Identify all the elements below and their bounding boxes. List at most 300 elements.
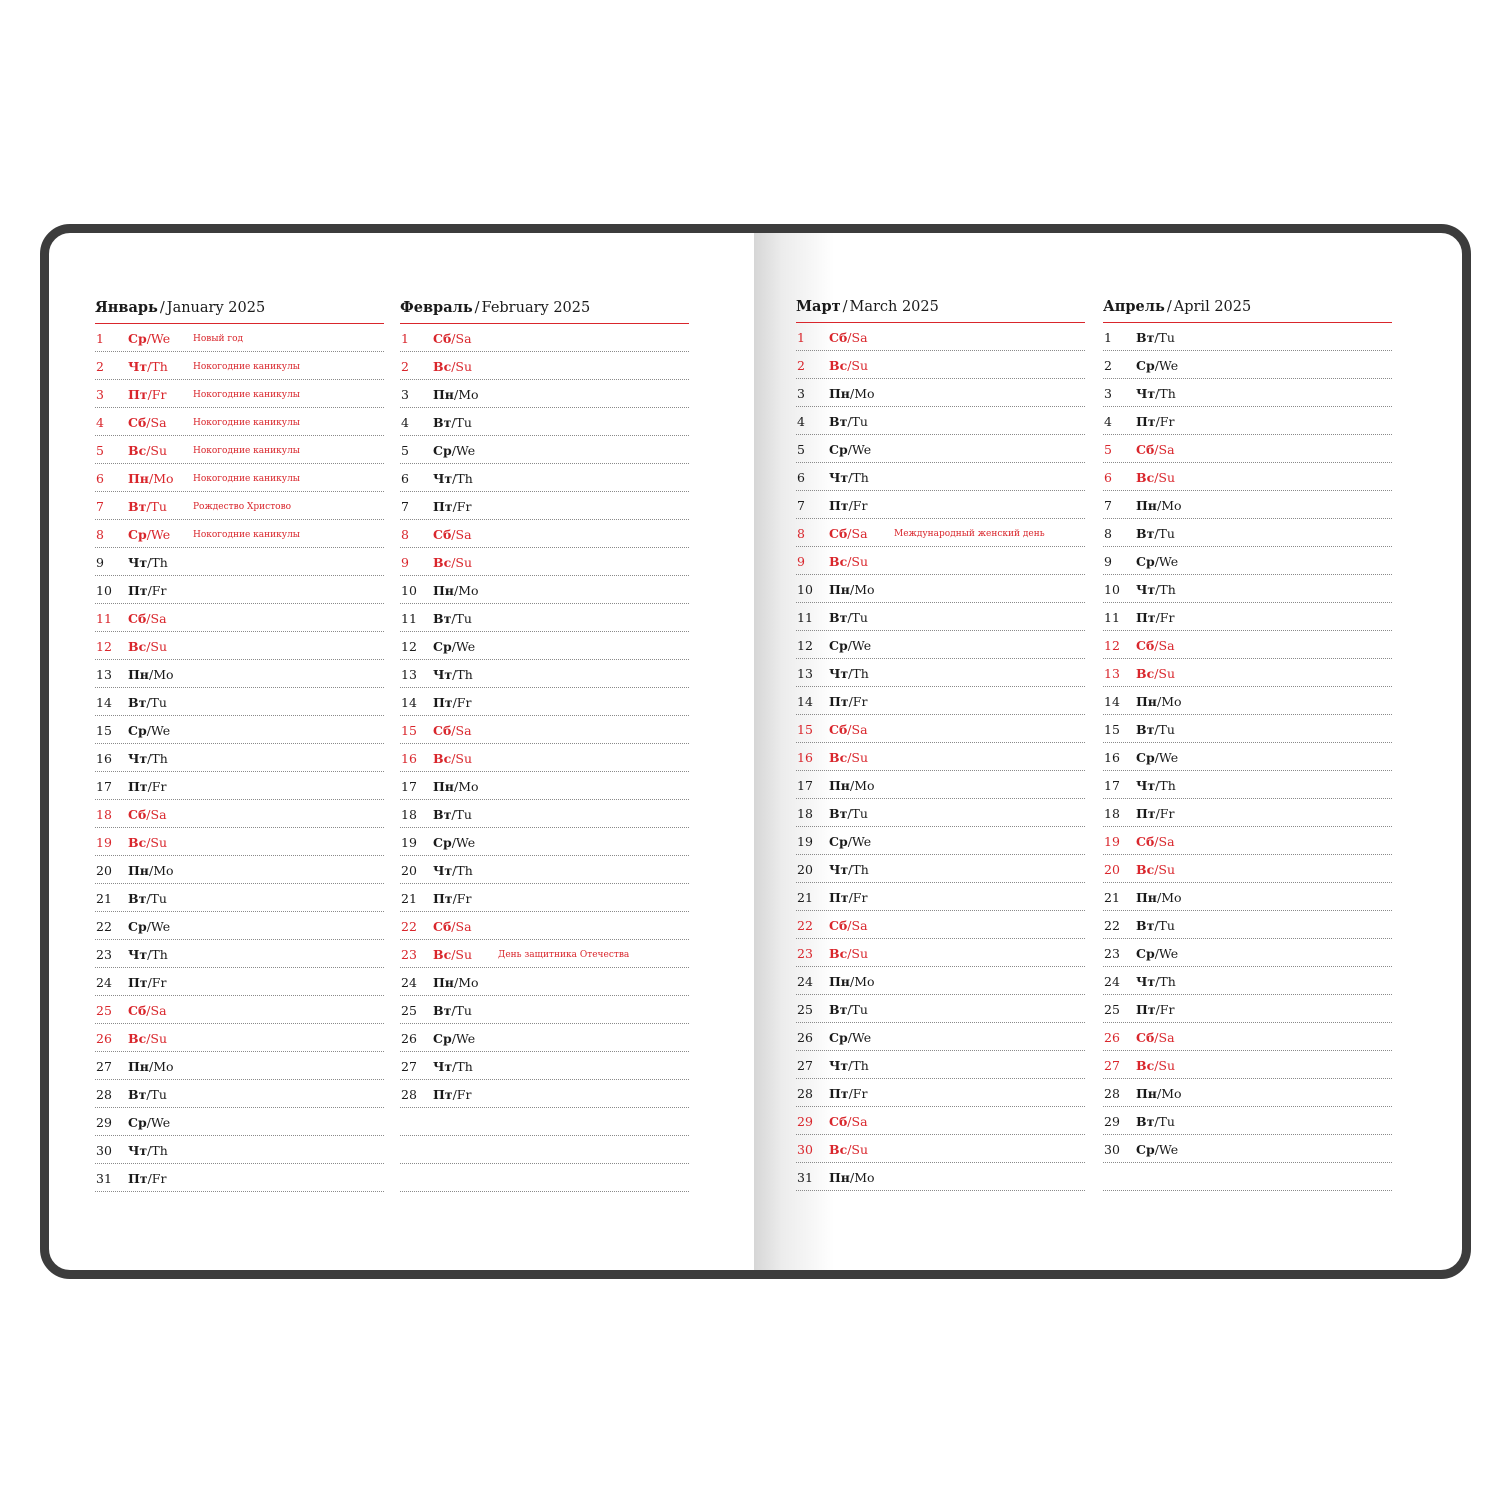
weekday-ru: Ср bbox=[128, 527, 147, 542]
day-number: 14 bbox=[797, 694, 813, 709]
day-number: 8 bbox=[797, 526, 805, 541]
weekday bbox=[128, 1108, 170, 1138]
weekday-ru: Чт bbox=[1136, 582, 1156, 597]
day-number: 30 bbox=[797, 1142, 813, 1157]
weekday-ru: Вс bbox=[128, 1031, 147, 1046]
weekday-separator: / bbox=[849, 974, 855, 989]
weekday-en: Sa bbox=[1158, 442, 1175, 457]
weekday-separator: / bbox=[451, 723, 456, 738]
day-number: 25 bbox=[96, 1003, 112, 1018]
weekday-en: Th bbox=[1159, 974, 1176, 989]
weekday-en: Su bbox=[851, 750, 869, 765]
weekday-en: We bbox=[455, 1031, 476, 1046]
weekday-ru: Чт bbox=[829, 862, 849, 877]
day-row bbox=[95, 1136, 384, 1164]
weekday bbox=[829, 491, 867, 521]
weekday-en: Sa bbox=[851, 526, 868, 541]
weekday-en: Tu bbox=[1158, 330, 1175, 345]
weekday-separator: / bbox=[148, 667, 154, 682]
day-number: 17 bbox=[96, 779, 112, 794]
weekday-ru: Чт bbox=[433, 667, 453, 682]
weekday-en: Mo bbox=[1161, 498, 1182, 513]
weekday-ru: Вт bbox=[829, 806, 848, 821]
weekday-en: We bbox=[851, 442, 872, 457]
day-row bbox=[400, 856, 689, 884]
day-number: 27 bbox=[797, 1058, 813, 1073]
day-number: 12 bbox=[401, 639, 417, 654]
day-row bbox=[95, 464, 384, 492]
day-number: 7 bbox=[401, 499, 409, 514]
day-number: 4 bbox=[797, 414, 805, 429]
weekday-ru: Чт bbox=[1136, 386, 1156, 401]
weekday bbox=[1136, 659, 1175, 689]
weekday bbox=[1136, 883, 1182, 913]
weekday-ru: Сб bbox=[433, 919, 452, 934]
day-row bbox=[95, 520, 384, 548]
weekday-en: Su bbox=[851, 358, 869, 373]
weekday-separator: / bbox=[147, 975, 152, 990]
weekday-en: Su bbox=[851, 1142, 869, 1157]
weekday-ru: Пн bbox=[829, 1170, 850, 1185]
weekday bbox=[128, 380, 166, 410]
day-number: 8 bbox=[1104, 526, 1112, 541]
day-row bbox=[95, 1108, 384, 1136]
weekday-en: Su bbox=[1158, 1058, 1176, 1073]
weekday-en: Mo bbox=[153, 863, 174, 878]
day-number: 12 bbox=[96, 639, 112, 654]
day-row bbox=[1103, 519, 1392, 547]
weekday-en: We bbox=[851, 638, 872, 653]
day-row bbox=[796, 379, 1085, 407]
weekday-en: Th bbox=[1159, 778, 1176, 793]
day-row bbox=[796, 911, 1085, 939]
weekday bbox=[829, 799, 868, 829]
weekday-ru: Вт bbox=[128, 499, 147, 514]
weekday-separator: / bbox=[1155, 386, 1160, 401]
day-number: 25 bbox=[401, 1003, 417, 1018]
day-number: 23 bbox=[1104, 946, 1120, 961]
weekday-separator: / bbox=[1154, 358, 1159, 373]
day-row bbox=[1103, 995, 1392, 1023]
day-number: 23 bbox=[797, 946, 813, 961]
weekday bbox=[128, 492, 167, 522]
weekday-en: Th bbox=[456, 471, 473, 486]
weekday-en: Mo bbox=[854, 778, 875, 793]
day-row bbox=[95, 436, 384, 464]
weekday-separator: / bbox=[847, 806, 852, 821]
weekday bbox=[1136, 715, 1175, 745]
weekday-en: Fr bbox=[1159, 610, 1175, 625]
day-number: 11 bbox=[96, 611, 112, 626]
empty-day-row bbox=[400, 1136, 689, 1164]
day-number: 16 bbox=[401, 751, 417, 766]
day-row bbox=[400, 800, 689, 828]
weekday-separator: / bbox=[452, 471, 457, 486]
day-row bbox=[796, 883, 1085, 911]
weekday-ru: Пт bbox=[433, 1087, 453, 1102]
weekday-ru: Пт bbox=[128, 779, 148, 794]
month-march bbox=[796, 298, 1085, 1191]
weekday bbox=[128, 968, 166, 998]
day-list bbox=[400, 324, 689, 1192]
weekday-ru: Вс bbox=[829, 554, 848, 569]
weekday-ru: Чт bbox=[829, 1058, 849, 1073]
day-number: 4 bbox=[1104, 414, 1112, 429]
weekday-en: Tu bbox=[455, 1003, 472, 1018]
weekday-en: We bbox=[1158, 946, 1179, 961]
weekday-separator: / bbox=[847, 722, 852, 737]
weekday-ru: Ср bbox=[829, 1030, 848, 1045]
weekday-separator: / bbox=[146, 331, 151, 346]
day-row bbox=[95, 576, 384, 604]
weekday-ru: Пн bbox=[128, 667, 149, 682]
weekday-ru: Ср bbox=[433, 639, 452, 654]
weekday-ru: Пт bbox=[433, 499, 453, 514]
weekday-ru: Пт bbox=[433, 695, 453, 710]
day-row bbox=[1103, 687, 1392, 715]
weekday-en: Sa bbox=[150, 415, 167, 430]
weekday-ru: Пт bbox=[1136, 1002, 1156, 1017]
day-row bbox=[95, 744, 384, 772]
weekday-ru: Пт bbox=[1136, 414, 1156, 429]
weekday-en: We bbox=[1158, 750, 1179, 765]
weekday-ru: Пн bbox=[433, 583, 454, 598]
weekday-ru: Вс bbox=[433, 751, 452, 766]
weekday-ru: Пт bbox=[829, 890, 849, 905]
weekday-separator: / bbox=[848, 666, 853, 681]
weekday bbox=[829, 939, 868, 969]
weekday-en: Th bbox=[151, 1143, 168, 1158]
weekday bbox=[433, 968, 479, 998]
day-row bbox=[95, 996, 384, 1024]
weekday-en: Th bbox=[852, 1058, 869, 1073]
day-number: 13 bbox=[1104, 666, 1120, 681]
weekday-ru: Вт bbox=[433, 415, 452, 430]
day-row bbox=[796, 435, 1085, 463]
weekday-ru: Вс bbox=[829, 1142, 848, 1157]
weekday bbox=[128, 464, 174, 494]
day-row bbox=[400, 1052, 689, 1080]
weekday-separator: / bbox=[847, 834, 852, 849]
weekday bbox=[433, 604, 472, 634]
weekday-en: Fr bbox=[456, 1087, 472, 1102]
weekday bbox=[1136, 351, 1178, 381]
weekday-en: Mo bbox=[153, 471, 174, 486]
day-number: 8 bbox=[96, 527, 104, 542]
weekday bbox=[433, 464, 473, 494]
weekday bbox=[1136, 379, 1176, 409]
weekday bbox=[128, 800, 167, 830]
day-number: 26 bbox=[797, 1030, 813, 1045]
day-row bbox=[1103, 1023, 1392, 1051]
weekday-ru: Пт bbox=[128, 583, 148, 598]
day-number: 28 bbox=[401, 1087, 417, 1102]
day-row bbox=[95, 492, 384, 520]
weekday-separator: / bbox=[1154, 442, 1159, 457]
weekday bbox=[1136, 631, 1175, 661]
day-row bbox=[1103, 1107, 1392, 1135]
weekday-ru: Сб bbox=[128, 807, 147, 822]
weekday-ru: Чт bbox=[1136, 974, 1156, 989]
weekday bbox=[128, 408, 167, 438]
day-row bbox=[95, 408, 384, 436]
weekday-en: Sa bbox=[455, 331, 472, 346]
weekday-ru: Чт bbox=[433, 1059, 453, 1074]
day-list bbox=[95, 324, 384, 1192]
day-number: 29 bbox=[1104, 1114, 1120, 1129]
weekday-separator: / bbox=[848, 1058, 853, 1073]
weekday bbox=[433, 856, 473, 886]
day-number: 14 bbox=[96, 695, 112, 710]
weekday bbox=[829, 743, 868, 773]
day-number: 1 bbox=[1104, 330, 1112, 345]
weekday-en: Fr bbox=[456, 695, 472, 710]
day-number: 16 bbox=[1104, 750, 1120, 765]
weekday-en: Tu bbox=[150, 891, 167, 906]
day-number: 18 bbox=[1104, 806, 1120, 821]
weekday bbox=[829, 463, 869, 493]
day-row bbox=[400, 828, 689, 856]
day-number: 14 bbox=[401, 695, 417, 710]
weekday-en: Su bbox=[150, 1031, 168, 1046]
weekday bbox=[128, 548, 168, 578]
weekday-ru: Вт bbox=[1136, 918, 1155, 933]
day-number: 30 bbox=[96, 1143, 112, 1158]
day-row bbox=[796, 407, 1085, 435]
day-row bbox=[1103, 1051, 1392, 1079]
weekday-separator: / bbox=[146, 415, 151, 430]
weekday bbox=[433, 800, 472, 830]
day-number: 2 bbox=[797, 358, 805, 373]
day-row bbox=[95, 1080, 384, 1108]
weekday bbox=[1136, 855, 1175, 885]
day-row bbox=[1103, 715, 1392, 743]
weekday-separator: / bbox=[451, 359, 456, 374]
weekday bbox=[433, 884, 471, 914]
weekday-separator: / bbox=[847, 750, 852, 765]
day-number: 22 bbox=[1104, 918, 1120, 933]
weekday-en: Sa bbox=[150, 807, 167, 822]
weekday-separator: / bbox=[451, 527, 456, 542]
day-number: 1 bbox=[797, 330, 805, 345]
weekday-ru: Пн bbox=[433, 387, 454, 402]
day-number: 2 bbox=[401, 359, 409, 374]
day-row bbox=[400, 436, 689, 464]
day-row bbox=[400, 548, 689, 576]
weekday-separator: / bbox=[146, 1087, 151, 1102]
weekday-en: We bbox=[455, 639, 476, 654]
weekday-separator: / bbox=[848, 694, 853, 709]
month-february bbox=[400, 299, 689, 1192]
weekday-separator: / bbox=[1155, 806, 1160, 821]
weekday-en: Mo bbox=[1161, 1086, 1182, 1101]
weekday-en: Sa bbox=[851, 330, 868, 345]
day-row bbox=[95, 352, 384, 380]
weekday-separator: / bbox=[848, 890, 853, 905]
weekday bbox=[1136, 1051, 1175, 1081]
weekday-separator: / bbox=[847, 1114, 852, 1129]
day-number: 19 bbox=[1104, 834, 1120, 849]
weekday bbox=[433, 940, 472, 970]
weekday-en: Fr bbox=[1159, 1002, 1175, 1017]
day-row bbox=[95, 856, 384, 884]
weekday-en: Tu bbox=[1158, 722, 1175, 737]
weekday-en: Mo bbox=[458, 779, 479, 794]
day-number: 27 bbox=[401, 1059, 417, 1074]
weekday-ru: Пн bbox=[128, 1059, 149, 1074]
weekday-en: Su bbox=[150, 443, 168, 458]
day-number: 23 bbox=[401, 947, 417, 962]
day-row bbox=[95, 884, 384, 912]
day-row bbox=[796, 603, 1085, 631]
day-row bbox=[95, 688, 384, 716]
weekday bbox=[1136, 547, 1178, 577]
weekday-ru: Пн bbox=[128, 471, 149, 486]
weekday bbox=[829, 1079, 867, 1109]
weekday bbox=[1136, 771, 1176, 801]
weekday-ru: Вс bbox=[829, 750, 848, 765]
day-number: 13 bbox=[797, 666, 813, 681]
weekday-ru: Вт bbox=[1136, 330, 1155, 345]
day-number: 9 bbox=[1104, 554, 1112, 569]
day-row bbox=[796, 939, 1085, 967]
weekday-en: We bbox=[1158, 358, 1179, 373]
weekday-en: Tu bbox=[150, 695, 167, 710]
weekday-en: Su bbox=[455, 555, 473, 570]
holiday-note: Нокогодние каникулы bbox=[193, 530, 300, 540]
weekday-separator: / bbox=[146, 1031, 151, 1046]
day-number: 9 bbox=[96, 555, 104, 570]
weekday-en: Su bbox=[1158, 862, 1176, 877]
weekday-ru: Вт bbox=[128, 695, 147, 710]
weekday bbox=[1136, 1079, 1182, 1109]
weekday-ru: Сб bbox=[1136, 442, 1155, 457]
weekday-en: Su bbox=[851, 554, 869, 569]
holiday-note: Нокогодние каникулы bbox=[193, 390, 300, 400]
weekday-en: We bbox=[455, 443, 476, 458]
weekday bbox=[128, 828, 167, 858]
weekday bbox=[128, 1164, 166, 1194]
weekday-separator: / bbox=[1155, 974, 1160, 989]
holiday-note: Международный женский день bbox=[894, 529, 1045, 539]
weekday-separator: / bbox=[451, 919, 456, 934]
day-row bbox=[95, 632, 384, 660]
weekday-separator: / bbox=[146, 443, 151, 458]
day-row bbox=[95, 1164, 384, 1192]
weekday bbox=[433, 436, 475, 466]
weekday bbox=[433, 1080, 471, 1110]
day-number: 27 bbox=[96, 1059, 112, 1074]
weekday-ru: Вт bbox=[1136, 526, 1155, 541]
weekday bbox=[128, 884, 167, 914]
day-row bbox=[1103, 911, 1392, 939]
weekday bbox=[1136, 911, 1175, 941]
weekday-en: Mo bbox=[153, 1059, 174, 1074]
weekday-ru: Вс bbox=[1136, 470, 1155, 485]
weekday-ru: Вс bbox=[433, 555, 452, 570]
weekday-ru: Чт bbox=[1136, 778, 1156, 793]
day-number: 24 bbox=[797, 974, 813, 989]
weekday bbox=[433, 492, 471, 522]
day-number: 14 bbox=[1104, 694, 1120, 709]
weekday-en: Tu bbox=[1158, 1114, 1175, 1129]
weekday-en: Mo bbox=[854, 386, 875, 401]
weekday-separator: / bbox=[1154, 554, 1159, 569]
weekday-en: Fr bbox=[151, 975, 167, 990]
day-row bbox=[796, 995, 1085, 1023]
weekday-ru: Чт bbox=[433, 863, 453, 878]
weekday-separator: / bbox=[1156, 498, 1162, 513]
weekday-ru: Сб bbox=[1136, 1030, 1155, 1045]
day-number: 7 bbox=[797, 498, 805, 513]
weekday-ru: Сб bbox=[829, 918, 848, 933]
day-row bbox=[1103, 463, 1392, 491]
weekday-en: Fr bbox=[852, 694, 868, 709]
weekday-separator: / bbox=[452, 667, 457, 682]
weekday bbox=[128, 744, 168, 774]
weekday-separator: / bbox=[848, 470, 853, 485]
weekday-en: We bbox=[851, 1030, 872, 1045]
weekday-en: Th bbox=[852, 470, 869, 485]
weekday-en: Mo bbox=[1161, 694, 1182, 709]
day-row bbox=[400, 464, 689, 492]
day-row bbox=[400, 576, 689, 604]
day-number: 2 bbox=[96, 359, 104, 374]
day-row bbox=[400, 716, 689, 744]
weekday-ru: Пт bbox=[829, 498, 849, 513]
day-list bbox=[796, 323, 1085, 1191]
weekday-ru: Пн bbox=[829, 582, 850, 597]
day-row bbox=[95, 716, 384, 744]
weekday-en: We bbox=[150, 331, 171, 346]
day-list bbox=[1103, 323, 1392, 1191]
weekday-separator: / bbox=[1154, 666, 1159, 681]
weekday-separator: / bbox=[847, 358, 852, 373]
weekday-ru: Сб bbox=[433, 331, 452, 346]
day-number: 17 bbox=[1104, 778, 1120, 793]
weekday-en: Su bbox=[455, 751, 473, 766]
weekday bbox=[829, 771, 875, 801]
weekday-en: Mo bbox=[458, 583, 479, 598]
weekday bbox=[1136, 575, 1176, 605]
weekday-separator: / bbox=[146, 807, 151, 822]
weekday-ru: Вт bbox=[433, 807, 452, 822]
day-row bbox=[796, 547, 1085, 575]
weekday-en: Fr bbox=[852, 498, 868, 513]
day-number: 11 bbox=[797, 610, 813, 625]
weekday-ru: Сб bbox=[128, 415, 147, 430]
weekday-ru: Пн bbox=[128, 863, 149, 878]
weekday-ru: Ср bbox=[1136, 946, 1155, 961]
weekday-separator: / bbox=[451, 1031, 456, 1046]
day-number: 24 bbox=[96, 975, 112, 990]
weekday bbox=[829, 715, 868, 745]
day-row bbox=[1103, 351, 1392, 379]
day-row bbox=[400, 912, 689, 940]
weekday bbox=[1136, 1023, 1175, 1053]
day-row bbox=[796, 715, 1085, 743]
weekday-ru: Ср bbox=[1136, 750, 1155, 765]
weekday bbox=[433, 1024, 475, 1054]
weekday-separator: / bbox=[451, 611, 456, 626]
weekday-ru: Пн bbox=[433, 779, 454, 794]
weekday-ru: Сб bbox=[128, 1003, 147, 1018]
day-row bbox=[1103, 435, 1392, 463]
day-number: 25 bbox=[797, 1002, 813, 1017]
weekday-en: Tu bbox=[455, 415, 472, 430]
weekday-separator: / bbox=[849, 778, 855, 793]
month-separator: / bbox=[1166, 299, 1172, 315]
